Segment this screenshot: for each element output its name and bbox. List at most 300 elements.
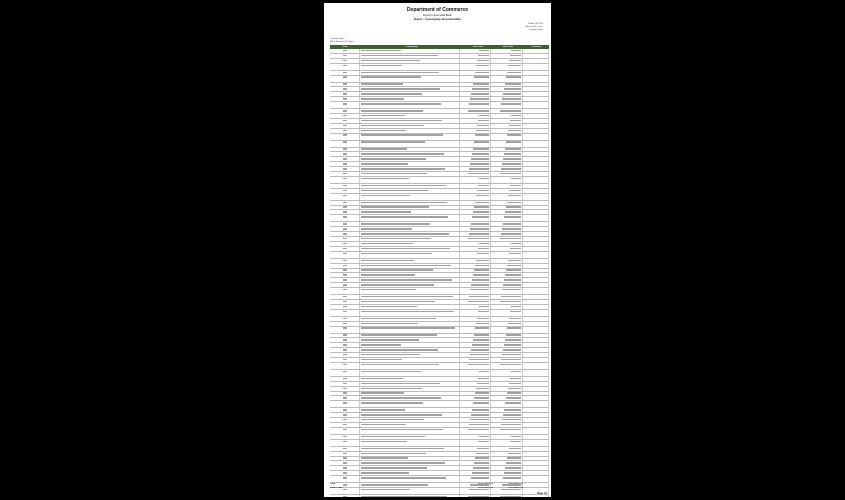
table-cell xyxy=(330,327,360,333)
table-cell xyxy=(460,305,491,309)
illegible-text-mark xyxy=(508,65,521,67)
illegible-text-mark xyxy=(504,344,521,346)
table-cell xyxy=(460,201,491,205)
illegible-text-mark xyxy=(343,103,347,105)
table-cell xyxy=(491,87,522,91)
table-cell xyxy=(491,71,522,75)
illegible-text-mark xyxy=(361,83,403,85)
illegible-text-mark xyxy=(469,168,489,170)
table-cell xyxy=(330,278,360,282)
illegible-text-mark xyxy=(469,359,489,361)
illegible-text-mark xyxy=(505,83,521,85)
table-cell xyxy=(360,227,460,231)
table-cell xyxy=(360,97,460,101)
illegible-text-mark xyxy=(511,436,521,438)
illegible-text-mark xyxy=(343,178,347,180)
table-cell xyxy=(360,184,460,188)
table-cell xyxy=(491,396,522,400)
table-cell xyxy=(360,134,460,140)
illegible-text-mark xyxy=(361,125,424,127)
table-cell xyxy=(460,148,491,152)
table-cell xyxy=(460,452,491,456)
table-cell xyxy=(460,396,491,400)
table-cell xyxy=(360,435,460,439)
table-cell xyxy=(330,49,360,53)
table-cell xyxy=(491,358,522,362)
col-header-commodity: Commodity xyxy=(405,46,418,48)
table-cell xyxy=(360,408,460,412)
illegible-text-mark xyxy=(471,223,489,225)
table-cell xyxy=(330,97,360,101)
table-cell xyxy=(330,370,360,376)
table-cell xyxy=(460,210,491,214)
illegible-text-mark xyxy=(361,253,432,255)
illegible-text-mark xyxy=(470,354,489,356)
illegible-text-mark xyxy=(361,301,435,303)
table-cell xyxy=(523,184,549,188)
table-cell xyxy=(523,418,549,422)
table-cell xyxy=(523,408,549,412)
illegible-text-mark xyxy=(504,153,521,155)
illegible-text-mark xyxy=(361,223,430,225)
table-cell xyxy=(330,59,360,63)
table-cell xyxy=(491,83,522,87)
table-cell xyxy=(491,129,522,133)
table-cell xyxy=(491,338,522,342)
table-cell xyxy=(460,392,491,396)
illegible-text-mark xyxy=(343,441,347,443)
table-cell xyxy=(360,141,460,147)
table-cell xyxy=(491,109,522,113)
table-cell xyxy=(491,172,522,176)
illegible-text-mark xyxy=(505,402,521,404)
illegible-text-mark xyxy=(473,274,489,276)
illegible-text-mark xyxy=(509,60,521,62)
illegible-text-mark xyxy=(343,448,347,450)
illegible-text-mark xyxy=(500,110,521,112)
grand-value: 5,81,05,497.93 xyxy=(508,486,523,489)
table-row xyxy=(330,401,549,408)
table-cell xyxy=(491,392,522,396)
illegible-text-mark xyxy=(508,453,521,455)
table-cell xyxy=(330,227,360,231)
illegible-text-mark xyxy=(475,327,489,329)
table-cell xyxy=(460,466,491,470)
table-cell xyxy=(523,227,549,231)
illegible-text-mark xyxy=(343,371,347,373)
table-cell xyxy=(491,148,522,152)
table-row xyxy=(330,370,549,377)
table-cell xyxy=(460,177,491,183)
table-cell xyxy=(360,310,460,316)
table-cell xyxy=(330,382,360,386)
illegible-text-mark xyxy=(479,371,489,373)
illegible-text-mark xyxy=(343,115,347,117)
table-cell xyxy=(460,377,491,381)
illegible-text-mark xyxy=(361,364,439,366)
illegible-text-mark xyxy=(343,392,347,394)
illegible-text-mark xyxy=(343,354,347,356)
illegible-text-mark xyxy=(504,409,521,411)
table-cell xyxy=(523,327,549,333)
total-value: 4,32,19,891.92 xyxy=(478,483,493,485)
illegible-text-mark xyxy=(361,284,434,286)
table-cell xyxy=(523,206,549,210)
illegible-text-mark xyxy=(343,253,347,255)
table-cell xyxy=(491,114,522,118)
table-cell xyxy=(460,273,491,277)
table-cell xyxy=(523,338,549,342)
illegible-text-mark xyxy=(343,83,347,85)
table-cell xyxy=(460,71,491,75)
table-cell xyxy=(460,141,491,147)
table-cell xyxy=(330,83,360,87)
illegible-text-mark xyxy=(501,103,521,105)
illegible-text-mark xyxy=(471,158,489,160)
table-cell xyxy=(330,64,360,70)
table-cell xyxy=(330,288,360,294)
table-cell xyxy=(523,322,549,326)
illegible-text-mark xyxy=(507,265,521,267)
table-cell xyxy=(330,495,360,497)
table-cell xyxy=(491,401,522,407)
table-cell xyxy=(330,76,360,82)
table-cell xyxy=(360,167,460,171)
table-cell xyxy=(491,278,522,282)
illegible-text-mark xyxy=(343,55,347,57)
illegible-text-mark xyxy=(505,467,521,469)
table-cell xyxy=(491,435,522,439)
illegible-text-mark xyxy=(478,441,489,443)
table-cell xyxy=(523,283,549,287)
table-cell xyxy=(360,71,460,75)
table-cell xyxy=(523,54,549,58)
illegible-text-mark xyxy=(361,76,421,78)
table-cell xyxy=(491,124,522,128)
table-cell xyxy=(360,189,460,193)
table-cell xyxy=(523,76,549,82)
table-cell xyxy=(491,310,522,316)
illegible-text-mark xyxy=(343,269,347,271)
illegible-text-mark xyxy=(343,265,347,267)
illegible-text-mark xyxy=(361,178,409,180)
table-cell xyxy=(523,194,549,200)
illegible-text-mark xyxy=(361,130,406,132)
illegible-text-mark xyxy=(343,467,347,469)
illegible-text-mark xyxy=(361,148,407,150)
meta-line: Values in Rs. Lacs xyxy=(525,26,543,28)
illegible-text-mark xyxy=(343,130,347,132)
table-cell xyxy=(523,358,549,362)
illegible-text-mark xyxy=(361,472,409,474)
table-cell xyxy=(330,215,360,221)
illegible-text-mark xyxy=(509,253,521,255)
table-cell xyxy=(523,273,549,277)
illegible-text-mark xyxy=(478,378,489,380)
table-cell xyxy=(523,334,549,338)
table-cell xyxy=(360,87,460,91)
illegible-text-mark xyxy=(508,195,521,197)
illegible-text-mark xyxy=(479,306,489,308)
table-cell xyxy=(460,387,491,391)
illegible-text-mark xyxy=(471,414,489,416)
table-cell xyxy=(330,134,360,140)
illegible-text-mark xyxy=(343,195,347,197)
illegible-text-mark xyxy=(511,178,521,180)
table-cell xyxy=(491,440,522,446)
table-cell xyxy=(360,102,460,108)
table-cell xyxy=(523,377,549,381)
table-cell xyxy=(360,348,460,352)
table-cell xyxy=(460,64,491,70)
table-cell xyxy=(491,288,522,294)
illegible-text-mark xyxy=(472,344,489,346)
table-cell xyxy=(491,300,522,304)
table-cell xyxy=(523,157,549,161)
table-cell xyxy=(360,382,460,386)
table-cell xyxy=(360,59,460,63)
illegible-text-mark xyxy=(508,130,521,132)
illegible-text-mark xyxy=(510,441,521,443)
table-row xyxy=(330,215,549,222)
illegible-text-mark xyxy=(477,125,489,127)
table-cell xyxy=(360,327,460,333)
illegible-text-mark xyxy=(477,190,489,192)
table-cell xyxy=(330,273,360,277)
illegible-text-mark xyxy=(361,414,442,416)
illegible-text-mark xyxy=(343,158,347,160)
table-cell xyxy=(491,184,522,188)
illegible-text-mark xyxy=(501,233,521,235)
table-cell xyxy=(523,148,549,152)
table-cell xyxy=(523,152,549,156)
illegible-text-mark xyxy=(343,274,347,276)
illegible-text-mark xyxy=(343,327,347,329)
table-cell xyxy=(330,447,360,451)
table-cell xyxy=(491,201,522,205)
illegible-text-mark xyxy=(343,228,347,230)
table-cell xyxy=(460,418,491,422)
table-cell xyxy=(491,377,522,381)
table-cell xyxy=(460,338,491,342)
table-row xyxy=(330,440,549,447)
illegible-text-mark xyxy=(477,318,489,320)
table-cell xyxy=(460,461,491,465)
illegible-text-mark xyxy=(469,103,489,105)
illegible-text-mark xyxy=(472,279,489,281)
illegible-text-mark xyxy=(361,383,440,385)
table-cell xyxy=(523,109,549,113)
table-cell xyxy=(330,141,360,147)
illegible-text-mark xyxy=(507,392,521,394)
table-cell xyxy=(360,457,460,461)
illegible-text-mark xyxy=(343,110,347,112)
table-cell xyxy=(330,435,360,439)
illegible-text-mark xyxy=(343,120,347,122)
table-cell xyxy=(460,408,491,412)
illegible-text-mark xyxy=(361,359,402,361)
table-cell xyxy=(360,206,460,210)
table-cell xyxy=(360,92,460,96)
illegible-text-mark xyxy=(343,284,347,286)
table-cell xyxy=(523,162,549,166)
table-cell xyxy=(330,428,360,434)
table-cell xyxy=(523,278,549,282)
table-cell xyxy=(460,334,491,338)
table-cell xyxy=(523,49,549,53)
illegible-text-mark xyxy=(343,72,347,74)
table-cell xyxy=(523,102,549,108)
table-cell xyxy=(460,382,491,386)
table-cell xyxy=(523,343,549,347)
table-cell xyxy=(360,232,460,236)
table-cell xyxy=(491,322,522,326)
table-cell xyxy=(360,300,460,304)
table-cell xyxy=(330,172,360,176)
table-cell xyxy=(460,172,491,176)
illegible-text-mark xyxy=(506,462,521,464)
table-cell xyxy=(360,247,460,251)
illegible-text-mark xyxy=(468,364,489,366)
table-cell xyxy=(360,338,460,342)
illegible-text-mark xyxy=(471,349,489,351)
table-cell xyxy=(460,413,491,417)
illegible-text-mark xyxy=(511,371,521,373)
illegible-text-mark xyxy=(343,190,347,192)
table-cell xyxy=(460,162,491,166)
illegible-text-mark xyxy=(505,148,521,150)
illegible-text-mark xyxy=(478,55,489,57)
illegible-text-mark xyxy=(506,76,521,78)
table-cell xyxy=(491,134,522,140)
illegible-text-mark xyxy=(474,397,489,399)
table-cell xyxy=(330,457,360,461)
table-cell xyxy=(460,370,491,376)
table-cell xyxy=(491,167,522,171)
table-row xyxy=(330,141,549,148)
illegible-text-mark xyxy=(343,349,347,351)
table-cell xyxy=(360,237,460,241)
table-cell xyxy=(523,215,549,221)
table-cell xyxy=(330,247,360,251)
illegible-text-mark xyxy=(472,472,489,474)
illegible-text-mark xyxy=(501,296,521,298)
illegible-text-mark xyxy=(361,349,438,351)
table-cell xyxy=(360,222,460,226)
total-label: Total xyxy=(330,483,336,485)
table-cell xyxy=(330,401,360,407)
grand-value: 4,32,19,891.92 xyxy=(478,486,493,489)
table-cell xyxy=(460,114,491,118)
illegible-text-mark xyxy=(361,233,449,235)
illegible-text-mark xyxy=(510,55,521,57)
table-cell xyxy=(491,269,522,273)
illegible-text-mark xyxy=(361,429,443,431)
table-cell xyxy=(330,377,360,381)
table-cell xyxy=(330,358,360,362)
illegible-text-mark xyxy=(361,339,419,341)
table-cell xyxy=(523,428,549,434)
page-number: Page 1/1 xyxy=(537,492,547,495)
table-cell xyxy=(330,392,360,396)
table-cell xyxy=(330,222,360,226)
illegible-text-mark xyxy=(470,163,489,165)
table-cell xyxy=(523,119,549,123)
illegible-text-mark xyxy=(502,163,521,165)
table-cell xyxy=(491,418,522,422)
illegible-text-mark xyxy=(476,388,489,390)
illegible-text-mark xyxy=(508,323,521,325)
table-cell xyxy=(523,242,549,246)
table-cell xyxy=(460,295,491,299)
table-cell xyxy=(491,382,522,386)
illegible-text-mark xyxy=(507,134,521,136)
illegible-text-mark xyxy=(343,457,347,459)
table-cell xyxy=(523,141,549,147)
table-cell xyxy=(523,97,549,101)
illegible-text-mark xyxy=(503,477,521,479)
table-cell xyxy=(523,129,549,133)
table-cell xyxy=(523,471,549,475)
table-cell xyxy=(360,440,460,446)
illegible-text-mark xyxy=(470,419,489,421)
illegible-text-mark xyxy=(343,429,347,431)
illegible-text-mark xyxy=(478,311,489,313)
table-cell xyxy=(360,353,460,357)
illegible-text-mark xyxy=(361,296,453,298)
table-cell xyxy=(360,363,460,369)
table-cell xyxy=(523,237,549,241)
illegible-text-mark xyxy=(508,260,521,262)
table-cell xyxy=(460,264,491,268)
illegible-text-mark xyxy=(361,134,443,136)
illegible-text-mark xyxy=(472,216,489,218)
table-cell xyxy=(523,64,549,70)
illegible-text-mark xyxy=(361,419,424,421)
illegible-text-mark xyxy=(509,125,521,127)
table-cell xyxy=(360,392,460,396)
illegible-text-mark xyxy=(472,153,489,155)
illegible-text-mark xyxy=(502,98,521,100)
table-cell xyxy=(523,396,549,400)
table-cell xyxy=(523,288,549,294)
illegible-text-mark xyxy=(343,185,347,187)
table-cell xyxy=(460,476,491,482)
illegible-text-mark xyxy=(474,334,489,336)
table-cell xyxy=(523,71,549,75)
table-cell xyxy=(491,447,522,451)
illegible-text-mark xyxy=(506,397,521,399)
table-cell xyxy=(460,269,491,273)
note-line: Country: Entire xyxy=(330,38,345,40)
table-cell xyxy=(491,452,522,456)
table-cell xyxy=(491,97,522,101)
illegible-text-mark xyxy=(343,279,347,281)
illegible-text-mark xyxy=(361,88,440,90)
illegible-text-mark xyxy=(361,260,414,262)
illegible-text-mark xyxy=(479,178,489,180)
table-cell xyxy=(460,471,491,475)
table-cell xyxy=(460,242,491,246)
illegible-text-mark xyxy=(500,496,521,497)
illegible-text-mark xyxy=(505,339,521,341)
table-cell xyxy=(491,54,522,58)
table-cell xyxy=(360,396,460,400)
table-cell xyxy=(360,322,460,326)
table-cell xyxy=(360,495,460,497)
table-cell xyxy=(360,114,460,118)
illegible-text-mark xyxy=(361,153,444,155)
